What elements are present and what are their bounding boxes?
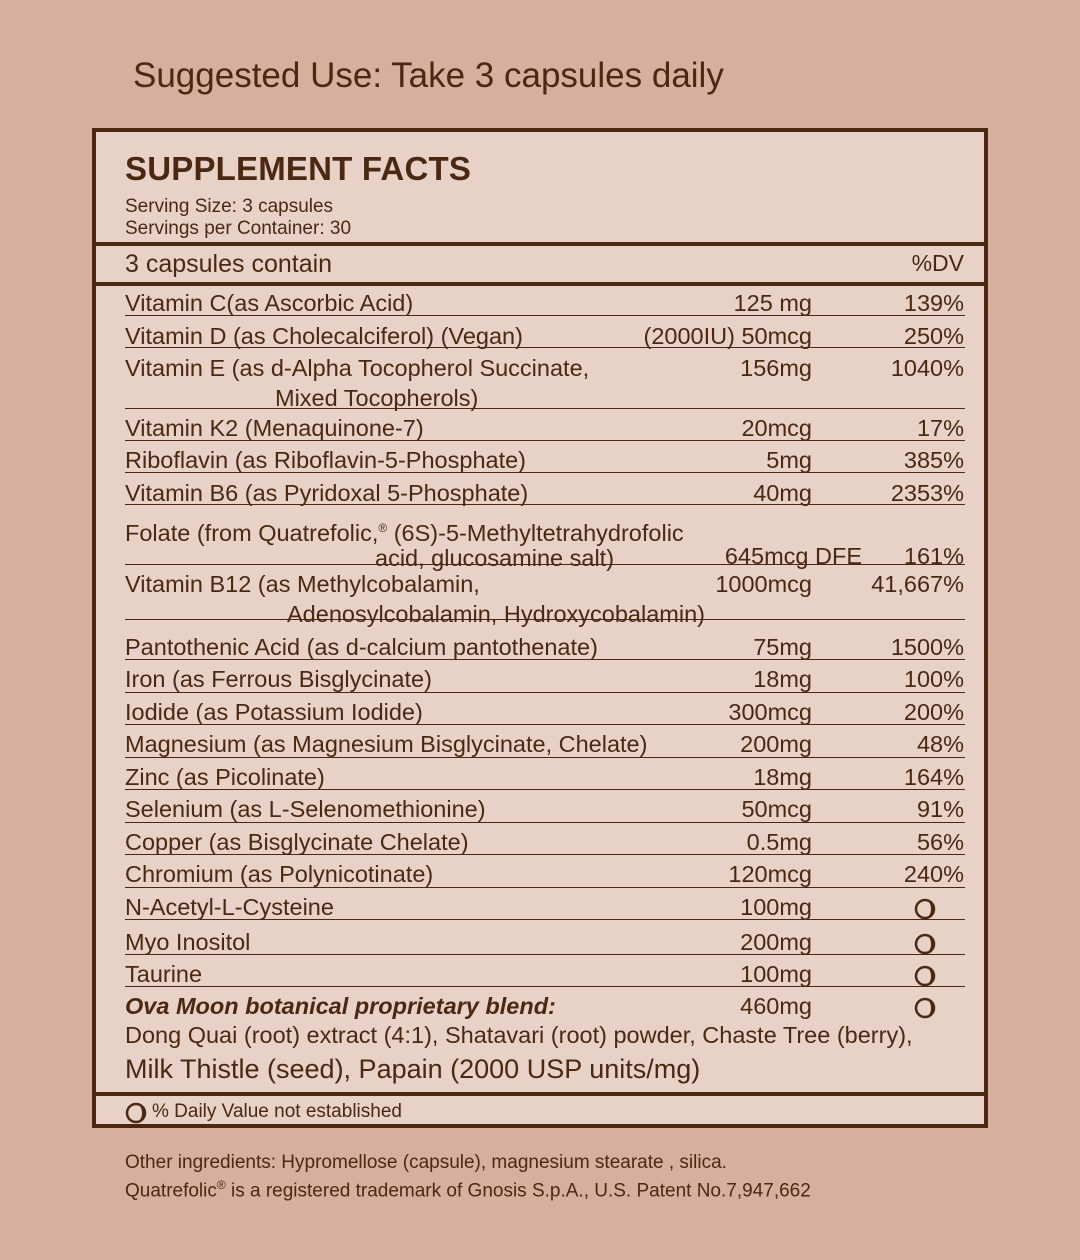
panel-title: SUPPLEMENT FACTS bbox=[125, 150, 472, 187]
row-divider bbox=[125, 564, 965, 565]
nutrient-name-continued: Adenosylcobalamin, Hydroxycobalamin) bbox=[287, 601, 705, 627]
nutrient-name-continued: Mixed Tocopherols) bbox=[275, 385, 479, 411]
nutrient-dv: 17% bbox=[916, 415, 964, 441]
nutrient-dv: 164% bbox=[903, 764, 964, 790]
nutrient-name: Chromium (as Polynicotinate) bbox=[125, 861, 434, 887]
nutrient-dv: 100% bbox=[903, 666, 964, 692]
table-header bbox=[96, 242, 984, 286]
nutrient-amount: 18mg bbox=[753, 764, 812, 790]
suggested-use: Suggested Use: Take 3 capsules daily bbox=[133, 56, 724, 95]
row-divider bbox=[125, 619, 965, 620]
nutrient-name: Taurine bbox=[125, 961, 203, 987]
nutrient-dv: 161% bbox=[903, 543, 964, 569]
row-divider bbox=[125, 315, 965, 316]
nutrient-dv: 48% bbox=[916, 731, 964, 757]
row-divider bbox=[125, 757, 965, 758]
nutrient-dv: 385% bbox=[903, 447, 964, 473]
nutrient-amount: 100mg bbox=[740, 894, 812, 920]
servings-per-container: Servings per Container: 30 bbox=[125, 218, 352, 239]
nutrient-amount: 125 mg bbox=[733, 290, 812, 316]
nutrient-name: N-Acetyl-L-Cysteine bbox=[125, 894, 334, 920]
moon-icon bbox=[914, 997, 936, 1024]
nutrient-name: Copper (as Bisglycinate Chelate) bbox=[125, 829, 469, 855]
nutrient-dv: 1040% bbox=[890, 355, 964, 381]
blend-ingredients-line-2: Milk Thistle (seed), Papain (2000 USP units/mg) bbox=[125, 1054, 701, 1084]
nutrient-name: Magnesium (as Magnesium Bisglycinate, Chelate) bbox=[125, 731, 648, 757]
moon-icon bbox=[914, 965, 936, 992]
moon-icon bbox=[125, 1102, 147, 1129]
row-divider bbox=[125, 408, 965, 409]
nutrient-amount: 75mg bbox=[753, 634, 812, 660]
registered-mark: ® bbox=[378, 521, 388, 535]
nutrient-dv: 91% bbox=[916, 796, 964, 822]
row-divider bbox=[125, 472, 965, 473]
nutrient-amount: 0.5mg bbox=[746, 829, 812, 855]
nutrient-amount: 200mg bbox=[740, 929, 812, 955]
row-divider bbox=[125, 692, 965, 693]
blend-ingredients-line-1: Dong Quai (root) extract (4:1), Shatavari (root) powder, Chaste Tree (berry), bbox=[125, 1022, 913, 1048]
nutrient-dv: 1500% bbox=[890, 634, 964, 660]
nutrient-name-continued: acid, glucosamine salt) bbox=[375, 545, 615, 571]
trademark-name: Quatrefolic bbox=[125, 1180, 217, 1202]
row-divider bbox=[125, 724, 965, 725]
header-dv: %DV bbox=[911, 250, 964, 276]
row-divider bbox=[125, 440, 965, 441]
nutrient-name: Pantothenic Acid (as d-calcium pantothenate) bbox=[125, 634, 598, 660]
nutrient-name-part: Folate (from Quatrefolic, bbox=[125, 519, 379, 546]
nutrient-amount: 40mg bbox=[753, 480, 812, 506]
header-amount-per-serving: 3 capsules contain bbox=[125, 250, 333, 278]
nutrient-name: Riboflavin (as Riboflavin-5-Phosphate) bbox=[125, 447, 527, 473]
serving-size: Serving Size: 3 capsules bbox=[125, 196, 334, 217]
nutrient-dv: 250% bbox=[903, 323, 964, 349]
nutrient-name: Vitamin K2 (Menaquinone-7) bbox=[125, 415, 424, 441]
nutrient-amount: 5mg bbox=[766, 447, 812, 473]
nutrient-name: Iron (as Ferrous Bisglycinate) bbox=[125, 666, 432, 692]
nutrient-dv: 56% bbox=[916, 829, 964, 855]
footnote-band bbox=[96, 1092, 984, 1124]
nutrient-name: Ova Moon botanical proprietary blend: bbox=[125, 993, 556, 1019]
registered-mark: ® bbox=[216, 1178, 226, 1192]
nutrient-amount: 645mcg DFE bbox=[724, 543, 862, 569]
row-divider bbox=[125, 854, 965, 855]
other-ingredients: Other ingredients: Hypromellose (capsule), magnesium stearate , silica. bbox=[125, 1152, 727, 1173]
nutrient-name: Vitamin E (as d-Alpha Tocopherol Succinate, bbox=[125, 355, 590, 381]
trademark-note bbox=[125, 1178, 811, 1202]
row-divider bbox=[125, 789, 965, 790]
nutrient-name: Myo Inositol bbox=[125, 929, 251, 955]
moon-icon bbox=[914, 933, 936, 960]
nutrient-amount: 200mg bbox=[740, 731, 812, 757]
nutrient-amount: 156mg bbox=[740, 355, 812, 381]
nutrient-amount: 120mcg bbox=[728, 861, 812, 887]
nutrient-amount: (2000IU) 50mcg bbox=[643, 323, 812, 349]
nutrient-dv: 2353% bbox=[890, 480, 964, 506]
supplement-facts-panel bbox=[92, 128, 988, 1128]
nutrient-dv: 200% bbox=[903, 699, 964, 725]
row-divider bbox=[125, 986, 965, 987]
row-divider bbox=[125, 822, 965, 823]
nutrient-amount: 18mg bbox=[753, 666, 812, 692]
nutrient-name: Iodide (as Potassium Iodide) bbox=[125, 699, 423, 725]
row-divider bbox=[125, 659, 965, 660]
nutrient-amount: 100mg bbox=[740, 961, 812, 987]
row-divider bbox=[125, 887, 965, 888]
nutrient-amount: 20mcg bbox=[741, 415, 812, 441]
nutrient-name: Selenium (as L-Selenomethionine) bbox=[125, 796, 486, 822]
nutrient-dv: 41,667% bbox=[871, 571, 964, 597]
row-divider bbox=[125, 919, 965, 920]
nutrient-name: Vitamin D (as Cholecalciferol) (Vegan) bbox=[125, 323, 523, 349]
nutrient-dv: 240% bbox=[903, 861, 964, 887]
trademark-text: is a registered trademark of Gnosis S.p.A., U.S. Patent No.7,947,662 bbox=[225, 1180, 811, 1202]
nutrient-dv: 139% bbox=[903, 290, 964, 316]
row-divider bbox=[125, 347, 965, 348]
nutrient-name: Vitamin B12 (as Methylcobalamin, bbox=[125, 571, 480, 597]
nutrient-name-part: (6S)-5-Methyltetrahydrofolic bbox=[387, 519, 684, 546]
nutrient-amount: 460mg bbox=[740, 993, 812, 1019]
nutrient-name: Zinc (as Picolinate) bbox=[125, 764, 325, 790]
nutrient-name: Vitamin B6 (as Pyridoxal 5-Phosphate) bbox=[125, 480, 529, 506]
footnote-text: % Daily Value not established bbox=[152, 1101, 402, 1122]
nutrient-amount: 300mcg bbox=[728, 699, 812, 725]
nutrient-amount: 50mcg bbox=[741, 796, 812, 822]
nutrient-name: Vitamin C(as Ascorbic Acid) bbox=[125, 290, 414, 316]
row-divider bbox=[125, 504, 965, 505]
row-divider bbox=[125, 954, 965, 955]
moon-icon bbox=[914, 898, 936, 925]
nutrient-amount: 1000mcg bbox=[715, 571, 812, 597]
